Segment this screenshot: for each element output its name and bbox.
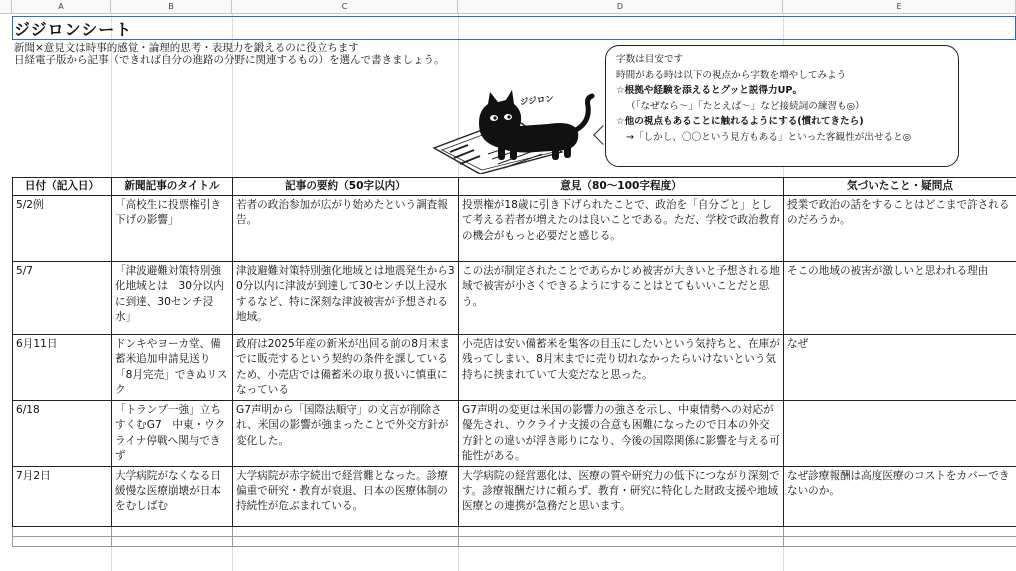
column-header-e[interactable]: E bbox=[783, 0, 1016, 14]
empty-cell[interactable] bbox=[459, 527, 784, 537]
speech-bubble bbox=[605, 45, 959, 167]
cell-article-title[interactable]: 「トランプ一強」立ちすくむG7 中東・ウクライナ停戦へ関与できず bbox=[112, 401, 233, 467]
selected-cell-outline bbox=[12, 16, 1016, 40]
cell-date[interactable]: 5/7 bbox=[13, 262, 112, 335]
empty-cell[interactable] bbox=[459, 537, 784, 547]
column-header-b[interactable]: B bbox=[111, 0, 232, 14]
empty-cell[interactable] bbox=[784, 527, 1016, 537]
column-header-bar bbox=[0, 0, 1016, 14]
cell-summary[interactable]: 大学病院が赤字続出で経営難となった。診療偏重で研究・教育が衰退、日本の医療体制の持続性が危ぶまれている。 bbox=[233, 467, 459, 527]
bubble-line: （「なぜなら～」「たとえば～」など接続詞の練習も◎） bbox=[626, 100, 865, 112]
column-header-d[interactable]: D bbox=[458, 0, 783, 14]
bubble-line: 字数は目安です bbox=[616, 54, 684, 65]
header-summary[interactable]: 記事の要約（50字以内） bbox=[233, 178, 459, 196]
cell-opinion[interactable]: G7声明の変更は米国の影響力の強さを示し、中東情勢への対応が優先され、ウクライナ支援の合意も困難になったので日本の外交方針との違いが浮き彫りになり、今後の国際関係に影響を与える可能性がある。 bbox=[459, 401, 784, 467]
jijiron-table bbox=[12, 177, 1016, 547]
empty-row bbox=[13, 527, 1016, 537]
sheet-title[interactable]: ジジロンシート bbox=[14, 20, 133, 39]
empty-cell[interactable] bbox=[784, 537, 1016, 547]
cell-article-title[interactable]: 「津波避難対策特別強化地域とは 30分以内に到達、30センチ浸水」 bbox=[112, 262, 233, 335]
cell-date[interactable]: 5/2例 bbox=[13, 196, 112, 262]
cat-on-newspaper-illustration bbox=[428, 90, 603, 174]
cell-opinion[interactable]: 大学病院の経営悪化は、医療の質や研究力の低下につながり深刻です。診療報酬だけに頼らず、教育・研究に特化した財政支援や地域医療との連携が急務だと思います。 bbox=[459, 467, 784, 527]
header-opinion[interactable]: 意見（80～100字程度） bbox=[459, 178, 784, 196]
header-notes[interactable]: 気づいたこと・疑問点 bbox=[784, 178, 1016, 196]
cell-notes[interactable] bbox=[784, 401, 1016, 467]
intro-text-line1[interactable]: 新聞×意見文は時事的感覚・論理的思考・表現力を鍛えるのに役立ちます bbox=[14, 42, 359, 54]
intro-text-line2[interactable]: 日経電子版から記事（できれば自分の進路の分野に関連するもの）を選んで書きましょう。 bbox=[14, 54, 445, 66]
table-row bbox=[13, 401, 1016, 467]
bubble-line: ☆他の視点もあることに触れるようにする(慣れてきたら) bbox=[616, 116, 864, 127]
empty-cell[interactable] bbox=[13, 527, 112, 537]
empty-row bbox=[13, 537, 1016, 547]
empty-cell[interactable] bbox=[233, 527, 459, 537]
empty-cell[interactable] bbox=[233, 537, 459, 547]
cell-opinion[interactable]: 小売店は安い備蓄米を集客の目玉にしたいという気持ちと、在庫が残ってしまい、8月末までに売り切れなかったらいけないという気持ちに挟まれていて大変だなと思った。 bbox=[459, 335, 784, 401]
table-row bbox=[13, 262, 1016, 335]
table-header-row bbox=[13, 178, 1016, 196]
header-date[interactable]: 日付（記入日） bbox=[13, 178, 112, 196]
empty-cell[interactable] bbox=[13, 537, 112, 547]
table-row bbox=[13, 467, 1016, 527]
column-header-a[interactable]: A bbox=[12, 0, 111, 14]
cell-article-title[interactable]: 大学病院がなくなる日 緩慢な医療崩壊が日本をむしばむ bbox=[112, 467, 233, 527]
cell-article-title[interactable]: 「高校生に投票権引き下げの影響」 bbox=[112, 196, 233, 262]
column-header-c[interactable]: C bbox=[232, 0, 458, 14]
cell-article-title[interactable]: ドンキやヨーカ堂、備蓄米追加申請見送り 「8月完売」できぬリスク bbox=[112, 335, 233, 401]
cell-notes[interactable]: なぜ診療報酬は高度医療のコストをカバーできないのか。 bbox=[784, 467, 1016, 527]
bubble-line: 時間がある時は以下の視点から字数を増やしてみよう bbox=[616, 69, 847, 81]
empty-cell[interactable] bbox=[112, 537, 233, 547]
cell-opinion[interactable]: この法が制定されたことであらかじめ被害が大きいと予想される地域で被害が小さくできるようにすることはとてもいいことだと思う。 bbox=[459, 262, 784, 335]
cell-summary[interactable]: 政府は2025年産の新米が出回る前の8月末までに販売するという契約の条件を課しているため、小売店では備蓄米の取り扱いに慎重になっている bbox=[233, 335, 459, 401]
table-row bbox=[13, 335, 1016, 401]
cat-name-label: ジジロン bbox=[519, 94, 555, 108]
cell-summary[interactable]: G7声明から「国際法順守」の文言が削除され、米国の影響が強まったことで外交方針が変化した。 bbox=[233, 401, 459, 467]
cell-date[interactable]: 6/18 bbox=[13, 401, 112, 467]
cell-notes[interactable]: 授業で政治の話をすることはどこまで許されるのだろうか。 bbox=[784, 196, 1016, 262]
cell-date[interactable]: 7月2日 bbox=[13, 467, 112, 527]
cell-opinion[interactable]: 投票権が18歳に引き下げられたことで、政治を「自分ごと」として考える若者が増えたのは良いことである。ただ、学校で政治教育の機会がもっと必要だと感じる。 bbox=[459, 196, 784, 262]
cell-summary[interactable]: 若者の政治参加が広がり始めたという調査報告。 bbox=[233, 196, 459, 262]
header-article-title[interactable]: 新聞記事のタイトル bbox=[112, 178, 233, 196]
table-row bbox=[13, 196, 1016, 262]
bubble-line: →「しかし、〇〇という見方もある」といった客観性が出せると◎ bbox=[626, 131, 912, 143]
cell-summary[interactable]: 津波避難対策特別強化地域とは地震発生から30分以内に津波が到達して30センチ以上浸水するなど、特に深刻な津波被害が予想される地域。 bbox=[233, 262, 459, 335]
empty-cell[interactable] bbox=[112, 527, 233, 537]
cell-date[interactable]: 6月11日 bbox=[13, 335, 112, 401]
select-all-corner[interactable] bbox=[0, 0, 12, 14]
bubble-line: ☆根拠や経験を添えるとグッと説得力UP。 bbox=[616, 85, 803, 96]
cell-notes[interactable]: そこの地域の被害が激しいと思われる理由 bbox=[784, 262, 1016, 335]
cell-notes[interactable]: なぜ bbox=[784, 335, 1016, 401]
